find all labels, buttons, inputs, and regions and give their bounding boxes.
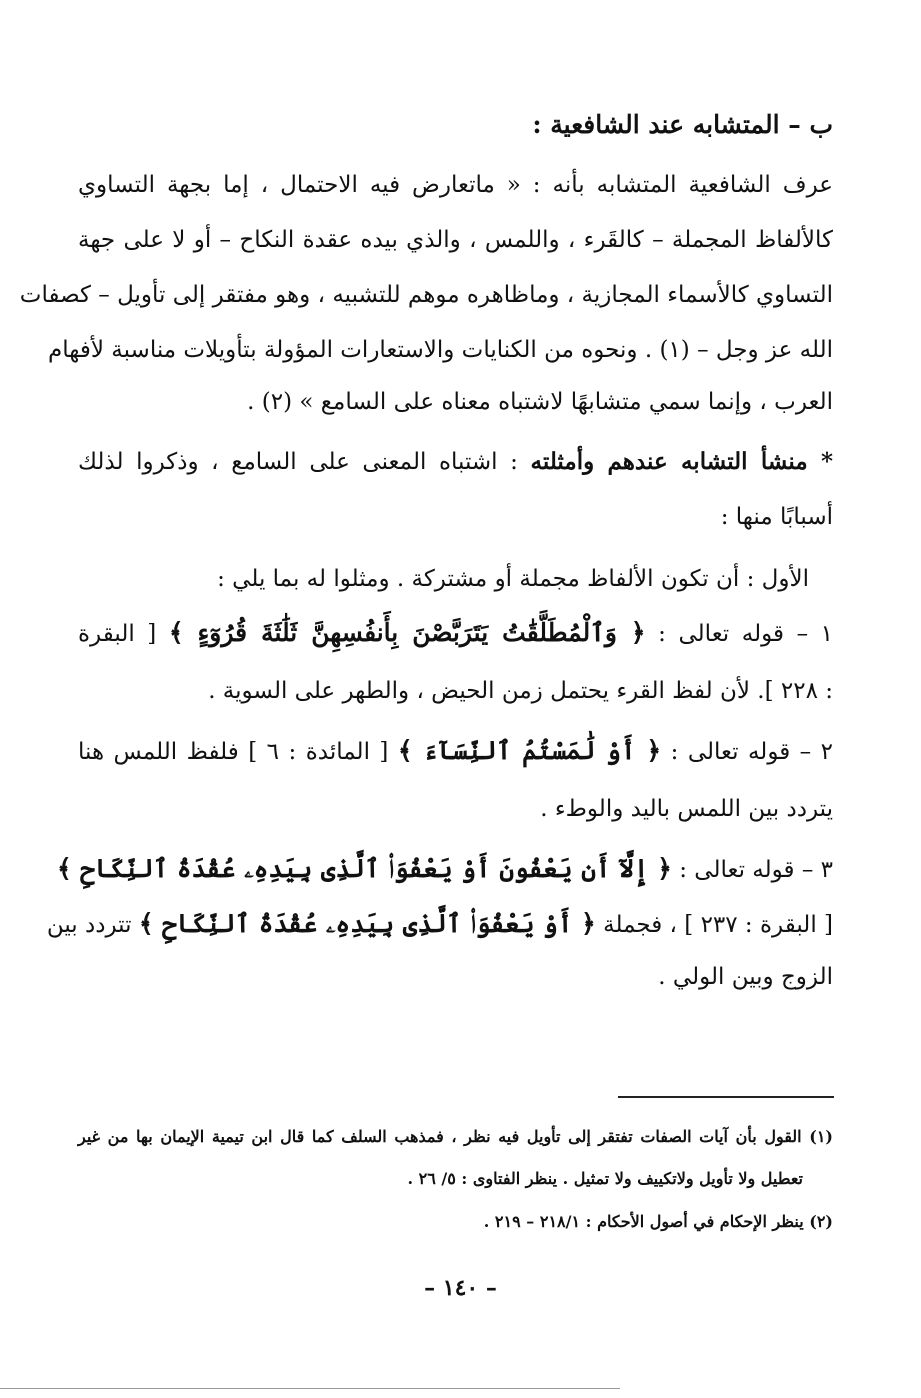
example-intro: ١ – قوله تعالى : [658, 621, 834, 647]
verse-reference: [ المائدة : ٦ ] فلفظ اللمس هنا [78, 739, 389, 765]
example-3-line-2 [46, 905, 833, 945]
verse-reference: [ البقرة : ٢٣٧ ] ، فجملة [603, 912, 833, 938]
paragraph-line: الزوج وبين الولي . [658, 964, 833, 990]
first-reason: الأول : أن تكون الألفاظ مجملة أو مشتركة . ومثلوا له بما يلي : [217, 566, 809, 592]
footnote-1-cont: تعطيل ولا تأويل ولاتكييف ولا تمثيل . ينظر الفتاوى : ٥/ ٢٦ . [407, 1169, 803, 1188]
example-3 [56, 850, 833, 890]
subsection-text: : اشتباه المعنى على السامع ، وذكروا لذلك [78, 449, 518, 475]
quran-verse: ﴿ أَوْ لَٰمَسْتُمُ ٱلنِّسَآءَ ﴾ [397, 736, 662, 765]
example-1 [78, 614, 833, 654]
quran-verse: ﴿ إِلَّآ أَن يَعْفُونَ أَوْ يَعْفُوَا۟ ٱلَّذِى بِيَدِهِۦ عُقْدَةُ ٱلنِّكَاحِ ﴾ [56, 854, 672, 883]
scan-edge-line [0, 1388, 620, 1389]
paragraph-line: أسبابًا منها : [720, 504, 833, 530]
section-heading: ب – المتشابه عند الشافعية : [532, 110, 833, 139]
example-2 [78, 732, 833, 772]
paragraph-line: كالألفاظ المجملة – كالقَرء ، واللمس ، والذي بيده عقدة النكاح – أو لا على جهة [78, 227, 833, 253]
quran-verse: ﴿ أَوْ يَعْفُوَا۟ ٱلَّذِى بِيَدِهِۦ عُقْدَةُ ٱلنِّكَاحِ ﴾ [138, 909, 596, 938]
paragraph-line: يتردد بين اللمس باليد والوطء . [540, 796, 833, 822]
example-tail: تتردد بين [46, 912, 132, 938]
verse-reference: [ البقرة [78, 621, 157, 647]
subsection-title: * منشأ التشابه عندهم وأمثلته [530, 448, 834, 475]
paragraph-line: : ٢٢٨ ]. لأن لفظ القرء يحتمل زمن الحيض ، والطهر على السوية . [208, 678, 833, 704]
page-number: – ١٤٠ – [424, 1275, 497, 1301]
paragraph-line: العرب ، وإنما سمي متشابهًا لاشتباه معناه على السامع » (٢) . [247, 389, 833, 415]
paragraph-line: التساوي كالأسماء المجازية ، وماظاهره موهم للتشبيه ، وهو مفتقر إلى تأويل – كصفات [19, 282, 833, 308]
footnote-1: (١) القول بأن آيات الصفات تفتقر إلى تأويل فيه نظر ، فمذهب السلف كما قال ابن تيمية الإيمان بها من غير [78, 1127, 833, 1146]
paragraph-line: عرف الشافعية المتشابه بأنه : « ماتعارض فيه الاحتمال ، إما بجهة التساوي [78, 172, 833, 198]
quran-verse: ﴿ وَٱلْمُطَلَّقَٰتُ يَتَرَبَّصْنَ بِأَنفُسِهِنَّ ثَلَٰثَةَ قُرُوٓءٍ ﴾ [168, 618, 646, 647]
subsection-line [78, 443, 833, 483]
footnote-2: (٢) ينظر الإحكام في أصول الأحكام : ٢١٨/١ – ٢١٩ . [483, 1212, 833, 1231]
example-intro: ٢ – قوله تعالى : [670, 739, 834, 765]
footnote-separator [618, 1096, 834, 1098]
example-intro: ٣ – قوله تعالى : [679, 857, 833, 883]
paragraph-line: الله عز وجل – (١) . ونحوه من الكنايات والاستعارات المؤولة بتأويلات مناسبة لأفهام [48, 337, 833, 363]
